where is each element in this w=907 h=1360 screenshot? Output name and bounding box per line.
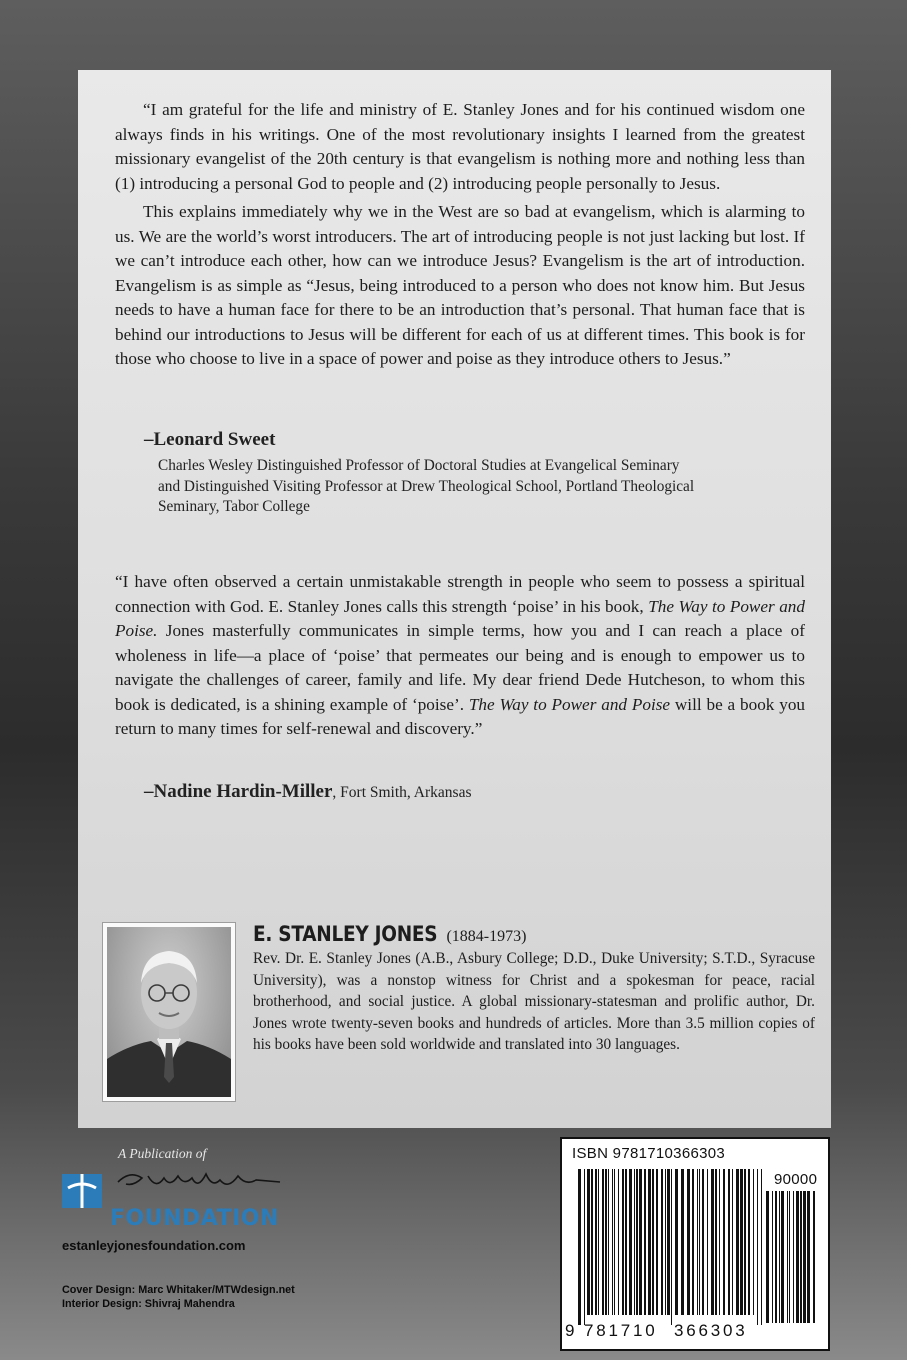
barcode-bar (740, 1169, 743, 1315)
book-title: The Way to Power and Poise (468, 694, 671, 714)
endorser-name: –Nadine Hardin-Miller (144, 781, 333, 802)
barcode-bar (781, 1191, 784, 1323)
isbn-number: ISBN 9781710366303 (572, 1145, 726, 1162)
portrait-illustration (107, 927, 231, 1097)
barcode-bar (803, 1191, 806, 1323)
barcode-bar (625, 1169, 627, 1315)
barcode-bar (584, 1169, 585, 1325)
quote-text: Jones masterfully communicates in simple terms, how you and I can reach a place of wholeness in life—a place of ‘poise’ that permeates our being and is enough to empower us to navigate the challenges of career, family and life. My dear friend Dede Hutcheson, to whom this book is dedicated, is a shining example of ‘poise’. (115, 621, 805, 714)
ean-barcode-bars (578, 1169, 768, 1329)
barcode-bar (681, 1169, 684, 1315)
interior-design-credit: Interior Design: Shivraj Mahendra (62, 1298, 235, 1310)
barcode-bar (766, 1191, 769, 1323)
barcode-bar (644, 1169, 646, 1315)
barcode-bar (813, 1191, 815, 1323)
quote-text: “I have often observed a certain unmistakable strength in people who seem to possess a spiritual connection with God. E. Stanley Jones calls this strength ‘poise’ in his book, (115, 572, 805, 616)
barcode-bar (636, 1169, 638, 1315)
barcode-bar (602, 1169, 604, 1315)
endorser-name-sweet: –Leonard Sweet (144, 429, 276, 450)
endorsement-sweet (115, 98, 805, 372)
barcode-bar (779, 1191, 780, 1323)
cover-design-credit: Cover Design: Marc Whitaker/MTWdesign.net (62, 1284, 295, 1296)
barcode-bar (707, 1169, 708, 1315)
endorser-title-line: Charles Wesley Distinguished Professor of Doctoral Studies at Evangelical Seminary (158, 457, 680, 474)
endorsement-paragraph (115, 570, 805, 742)
barcode-bar (723, 1169, 725, 1315)
barcode-bar (692, 1169, 694, 1315)
endorser-title-sweet (158, 456, 808, 518)
barcode-bar (719, 1169, 720, 1315)
barcode-bar (671, 1169, 672, 1325)
barcode-bar (648, 1169, 651, 1315)
barcode-bar (612, 1169, 613, 1315)
barcode-bar (622, 1169, 624, 1315)
barcode-bar (711, 1169, 714, 1315)
publication-label: A Publication of (118, 1146, 207, 1161)
endorsement-hardin-miller (115, 570, 805, 742)
price-code: 90000 (774, 1171, 818, 1188)
barcode-bar (591, 1169, 593, 1315)
barcode-bar (787, 1191, 788, 1323)
barcode-bar (775, 1191, 777, 1323)
barcode-bar (757, 1169, 758, 1325)
quote-text: will be a book you return to many times for self-renewal and discovery.” (115, 694, 806, 738)
barcode-bar (675, 1169, 678, 1315)
barcode-bar (761, 1169, 762, 1325)
barcode-bar (587, 1169, 590, 1315)
endorsement-paragraph: “I am grateful for the life and ministry of E. Stanley Jones and for his continued wisdom one always finds in his writings. One of the most revolutionary insights I learned from the greatest missionary evangelist of the 20th century is that evangelism is nothing more and nothing less than (1) introducing a personal God to people and (2) introducing people personally to Jesus. (115, 100, 805, 193)
back-cover-panel (78, 70, 831, 1128)
barcode-bar (715, 1169, 717, 1315)
barcode-bar (699, 1169, 700, 1315)
barcode-bar (639, 1169, 642, 1315)
barcode-right-digits: 366303 (674, 1321, 748, 1340)
barcode-bar (748, 1169, 750, 1315)
barcode-bar (736, 1169, 739, 1315)
barcode-bar (667, 1169, 670, 1315)
author-portrait (107, 927, 231, 1097)
barcode-first-digit: 9 (565, 1321, 575, 1340)
barcode-bar (578, 1169, 581, 1325)
barcode-bar (793, 1191, 794, 1323)
barcode-bar (687, 1169, 690, 1315)
barcode-bar (665, 1169, 666, 1315)
barcode-bar (656, 1169, 658, 1315)
barcode-bar (796, 1191, 799, 1323)
barcode-digits (562, 1321, 772, 1343)
barcode-bar (697, 1169, 698, 1315)
barcode-bar (772, 1191, 773, 1323)
endorsement-paragraph: This explains immediately why we in the West are so bad at evangelism, which is alarming to us. We are the world’s worst introducers. The art of introducing people is not just lacking but lost. If we can’t introduce each other, how can we introduce Jesus? Evangelism is the art of introduction. Evangelism is as simple as “Jesus, being introduced to a person who does not know him. But Jesus needs to have a human face for there to be an introduction that’s personal. That human face that is behind our introductions to Jesus will be different for each of us at different times. This book is for those who choose to live in a space of power and poise as they introduce others to Jesus.” (115, 202, 805, 368)
barcode-bar (800, 1191, 802, 1323)
author-photo (102, 922, 236, 1102)
barcode-bar (605, 1169, 607, 1315)
barcode-bar (634, 1169, 635, 1315)
book-title: The Way to Power and Poise. (115, 596, 805, 640)
barcode-bar (661, 1169, 663, 1315)
barcode-bar (595, 1169, 597, 1315)
isbn-barcode (560, 1137, 830, 1351)
endorser-title-line: Seminary, Tabor College (158, 498, 310, 515)
foundation-emblem (60, 1168, 290, 1208)
barcode-bar (618, 1169, 619, 1315)
website-url[interactable]: estanleyjonesfoundation.com (62, 1238, 246, 1253)
endorser-location: , Fort Smith, Arkansas (332, 784, 472, 801)
barcode-left-digits: 781710 (584, 1321, 658, 1340)
addon-barcode-bars (766, 1191, 820, 1329)
barcode-bar (702, 1169, 704, 1315)
barcode-bar (614, 1169, 615, 1315)
barcode-bar (744, 1169, 746, 1315)
endorser-hardin-miller (144, 781, 471, 803)
barcode-bar (598, 1169, 599, 1315)
barcode-bar (789, 1191, 790, 1323)
author-years: (1884-1973) (446, 928, 527, 945)
endorser-title-line: and Distinguished Visiting Professor at Drew Theological School, Portland Theological (158, 477, 695, 495)
barcode-bar (652, 1169, 654, 1315)
author-name: E. STANLEY JONES (253, 922, 438, 946)
author-heading (253, 922, 526, 946)
author-bio: Rev. Dr. E. Stanley Jones (A.B., Asbury College; D.D., Duke University; S.T.D., Syracuse University), was a nonstop witness for Christ and a spokesman for peace, racial brotherhood, and social justice. A global missionary-statesman and prolific author, Dr. Jones wrote twenty-seven books and hundreds of articles. More than 3.5 million copies of his books have been sold worldwide and translated into 30 languages. (253, 950, 815, 1053)
foundation-wordmark: FOUNDATION (110, 1206, 279, 1231)
barcode-bar (732, 1169, 733, 1315)
barcode-bar (608, 1169, 609, 1315)
barcode-bar (807, 1191, 810, 1323)
barcode-bar (728, 1169, 730, 1315)
barcode-bar (753, 1169, 754, 1315)
barcode-bar (629, 1169, 632, 1315)
